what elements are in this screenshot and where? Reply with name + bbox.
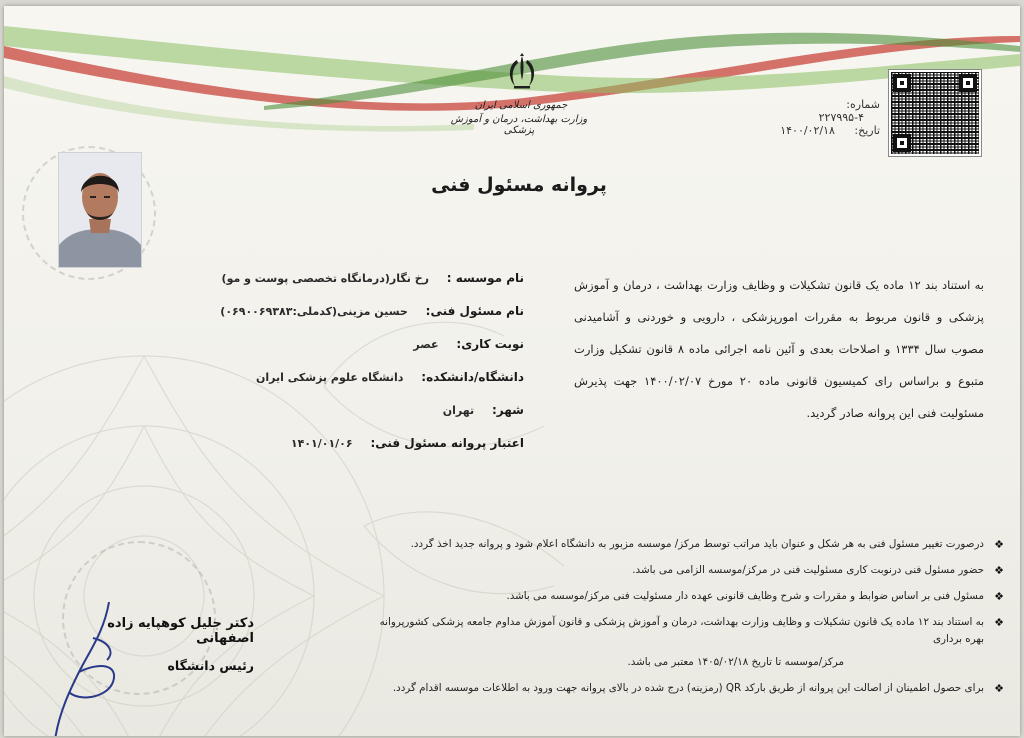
- country-line: جمهوری اسلامی ایران: [474, 100, 568, 111]
- signatory-name: دکتر جلیل کوهپایه زاده اصفهانی: [107, 616, 254, 646]
- field-city: [234, 403, 524, 436]
- note-text-continued: مرکز/موسسه تا تاریخ ۱۴۰۵/۰۲/۱۸ معتبر می باشد.: [627, 656, 844, 668]
- note-item: [364, 562, 1004, 579]
- number-label: شماره:: [846, 98, 880, 111]
- field-shift: [234, 337, 524, 370]
- field-institution: [221, 271, 524, 304]
- field-label: دانشگاه/دانشکده:: [421, 370, 524, 384]
- field-label: نام مسئول فنی:: [425, 304, 524, 318]
- diamond-bullet-icon: ❖: [994, 682, 1004, 695]
- field-value: رخ نگار(درمانگاه تخصصی پوست و مو): [221, 272, 429, 285]
- diamond-bullet-icon: ❖: [994, 538, 1004, 551]
- holder-photo: [58, 152, 142, 268]
- license-fields: [220, 271, 524, 469]
- date-value: ۱۴۰۰/۰۲/۱۸: [780, 124, 835, 137]
- note-item: [364, 536, 1004, 553]
- field-label: اعتبار پروانه مسئول فنی:: [370, 436, 524, 450]
- handwritten-signature: [49, 602, 159, 736]
- field-university: [234, 370, 524, 403]
- field-value: تهران: [442, 404, 475, 417]
- field-value: دانشگاه علوم پزشکی ایران: [256, 371, 404, 384]
- iran-emblem-icon: [501, 52, 543, 92]
- date-label: تاریخ:: [854, 124, 880, 137]
- notes-list: [364, 536, 1004, 706]
- diamond-bullet-icon: ❖: [994, 564, 1004, 577]
- document-title: پروانه مسئول فنی: [431, 174, 607, 196]
- field-value: عصر: [413, 338, 439, 351]
- license-document: [4, 6, 1020, 736]
- note-text: درصورت تغییر مسئول فنی به هر شکل و عنوان باید مراتب توسط مرکز/ موسسه مزبور به دانشگاه اعلام شود و پروانه جدید اخذ گردد.: [410, 538, 984, 550]
- field-technical-officer: [220, 304, 524, 337]
- legal-paragraph: به استناد بند ۱۲ ماده یک قانون تشکیلات و وظایف وزارت بهداشت ، درمان و آموزش پزشکی و قانون مربوط به مقررات امورپزشکی ، دارویی و خوردنی و آشامیدنی مصوب سال ۱۳۳۴ و اصلاحات بعدی و آئین نامه اجرائی ماده ۸ قانون تشکیل وزارت متبوع و براساس رای کمیسیون قانونی ماده ۲۰ مورخ ۱۴۰۰/۰۲/۰۷ جهت پذیرش مسئولیت فنی این پروانه صادر گردید.: [574, 278, 985, 420]
- field-value: حسین مزینی(کدملی:۰۶۹۰۰۶۹۳۸۳): [220, 305, 408, 318]
- license-number: [784, 98, 880, 124]
- note-text: مسئول فنی بر اساس ضوابط و مقررات و شرح وظایف قانونی عهده دار مسئولیت فنی مرکز/موسسه می باشد.: [506, 590, 984, 602]
- number-value: ۴-۲۲۷۹۹۵: [818, 111, 864, 124]
- license-date: [780, 124, 880, 137]
- note-text: حضور مسئول فنی درنوبت کاری مسئولیت فنی در مرکز/موسسه الزامی می باشد.: [632, 564, 984, 576]
- signatory-role: رئیس دانشگاه: [167, 658, 254, 673]
- note-item: [364, 614, 1004, 671]
- field-label: نوبت کاری:: [456, 337, 524, 351]
- field-validity: [234, 436, 524, 469]
- field-label: نام موسسه :: [446, 271, 524, 285]
- field-label: شهر:: [492, 403, 524, 417]
- note-text: به استناد بند ۱۲ ماده یک قانون تشکیلات و وظایف وزارت بهداشت، درمان و آموزش پزشکی و قانون آموزش مداوم جامعه پزشکی کشورپروانه بهره برداری: [379, 616, 984, 645]
- diamond-bullet-icon: ❖: [994, 590, 1004, 603]
- note-item: [364, 588, 1004, 605]
- qr-code[interactable]: [889, 70, 981, 156]
- note-text: برای حصول اطمینان از اصالت این پروانه از طریق بارکد QR (رمزینه) درج شده در بالای پروانه جهت ورود به اطلاعات موسسه اقدام گردد.: [392, 682, 984, 694]
- ministry-line: وزارت بهداشت، درمان و آموزش پزشکی: [450, 114, 588, 136]
- note-item: [364, 680, 1004, 697]
- field-value: ۱۴۰۱/۰۱/۰۶: [290, 437, 353, 450]
- diamond-bullet-icon: ❖: [994, 616, 1004, 629]
